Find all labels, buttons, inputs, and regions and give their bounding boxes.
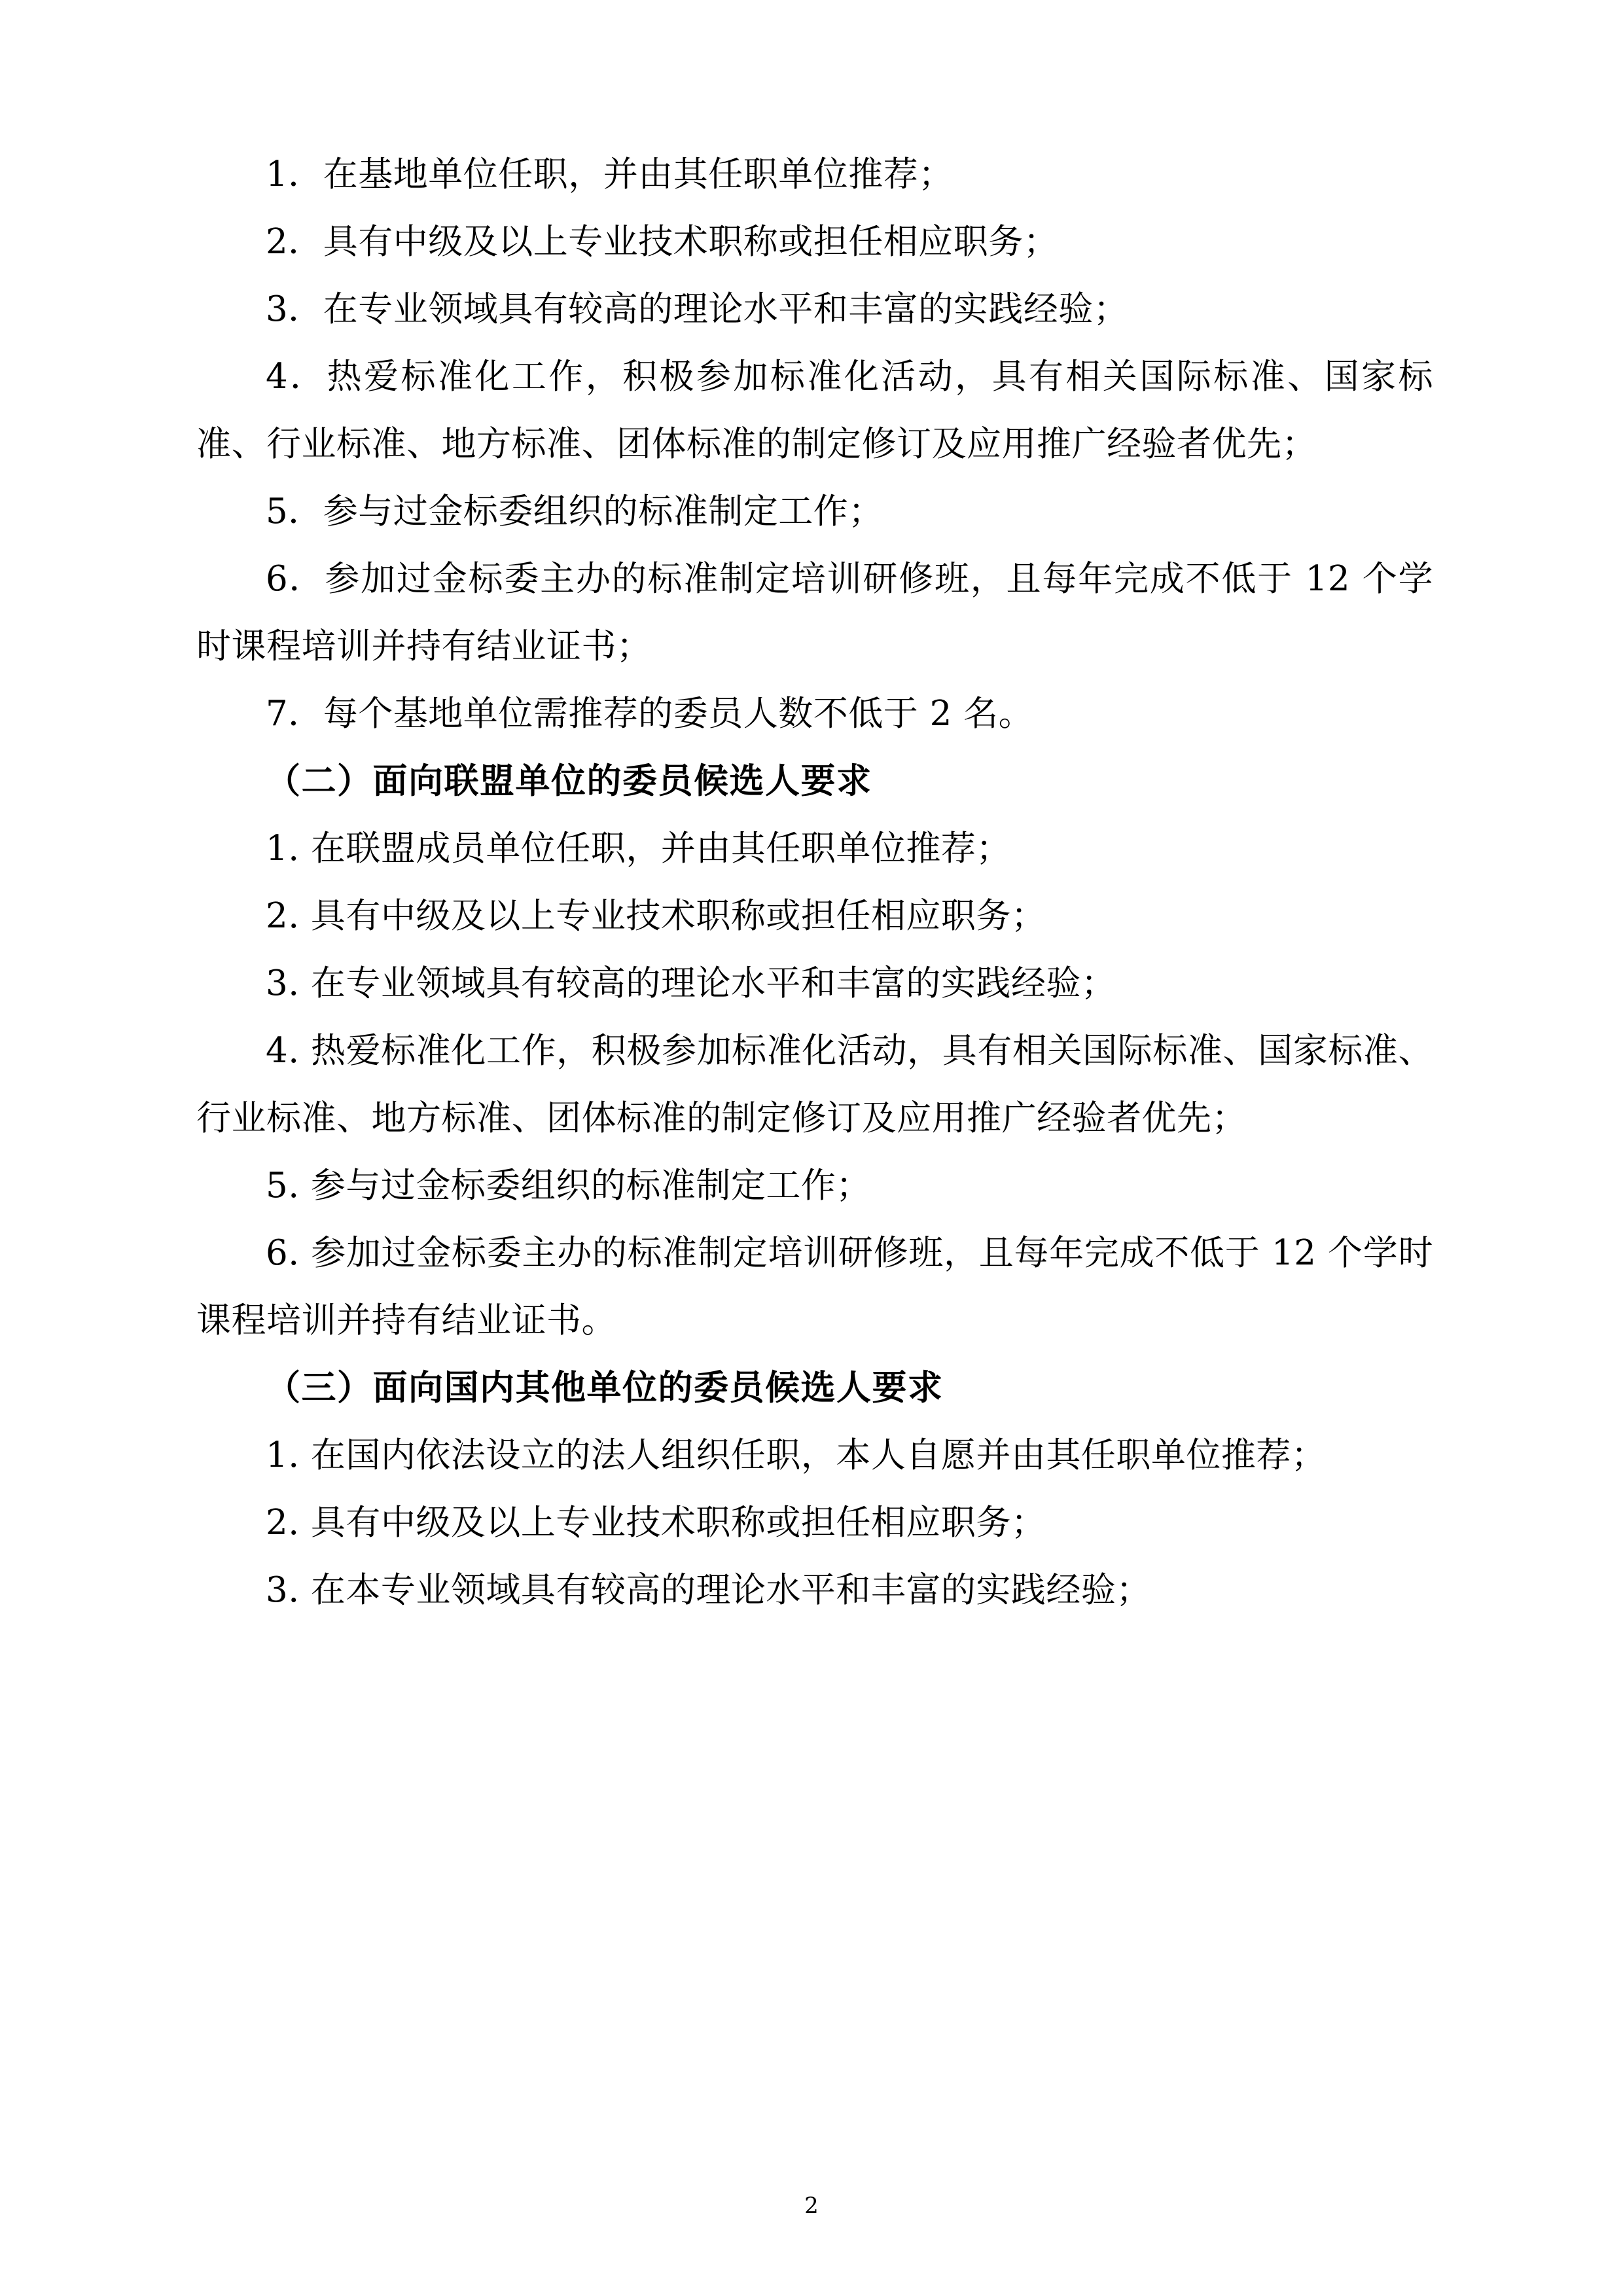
list-item: 5. 参与过金标委组织的标准制定工作；	[266, 1166, 871, 1206]
page-number: 2	[804, 2193, 819, 2219]
section-heading: （三）面向国内其他单位的委员候选人要求	[266, 1367, 944, 1408]
list-item: 3. 在本专业领域具有较高的理论水平和丰富的实践经验；	[266, 1570, 1151, 1610]
list-item: 7．每个基地单位需推荐的委员人数不低于 2 名。	[266, 694, 1034, 734]
list-item: 3．在专业领域具有较高的理论水平和丰富的实践经验；	[266, 289, 1129, 329]
list-item: 4．热爱标准化工作，积极参加标准化活动，具有相关国际标准、国家标准、行业标准、地方标准、团体标准的制定修订及应用推广经验者优先；	[196, 357, 1433, 464]
document-body	[196, 141, 1433, 1624]
list-item: 4. 热爱标准化工作，积极参加标准化活动，具有相关国际标准、国家标准、行业标准、地方标准、团体标准的制定修订及应用推广经验者优先；	[196, 1031, 1433, 1138]
list-item: 5．参与过金标委组织的标准制定工作；	[266, 492, 883, 531]
list-item: 3. 在专业领域具有较高的理论水平和丰富的实践经验；	[266, 963, 1116, 1003]
list-item: 2. 具有中级及以上专业技术职称或担任相应职务；	[266, 896, 1046, 936]
list-item: 1. 在国内依法设立的法人组织任职，本人自愿并由其任职单位推荐；	[266, 1435, 1327, 1475]
list-item: 2．具有中级及以上专业技术职称或担任相应职务；	[266, 222, 1059, 262]
list-item: 6. 参加过金标委主办的标准制定培训研修班，且每年完成不低于 12 个学时课程培训并持有结业证书。	[196, 1233, 1433, 1340]
list-item: 1．在基地单位任职，并由其任职单位推荐；	[266, 154, 954, 194]
list-item: 1. 在联盟成员单位任职，并由其任职单位推荐；	[266, 829, 1011, 869]
list-item: 2. 具有中级及以上专业技术职称或担任相应职务；	[266, 1503, 1046, 1543]
section-heading: （二）面向联盟单位的委员候选人要求	[266, 761, 872, 801]
list-item: 6．参加过金标委主办的标准制定培训研修班，且每年完成不低于 12 个学时课程培训并持有结业证书；	[196, 559, 1433, 666]
